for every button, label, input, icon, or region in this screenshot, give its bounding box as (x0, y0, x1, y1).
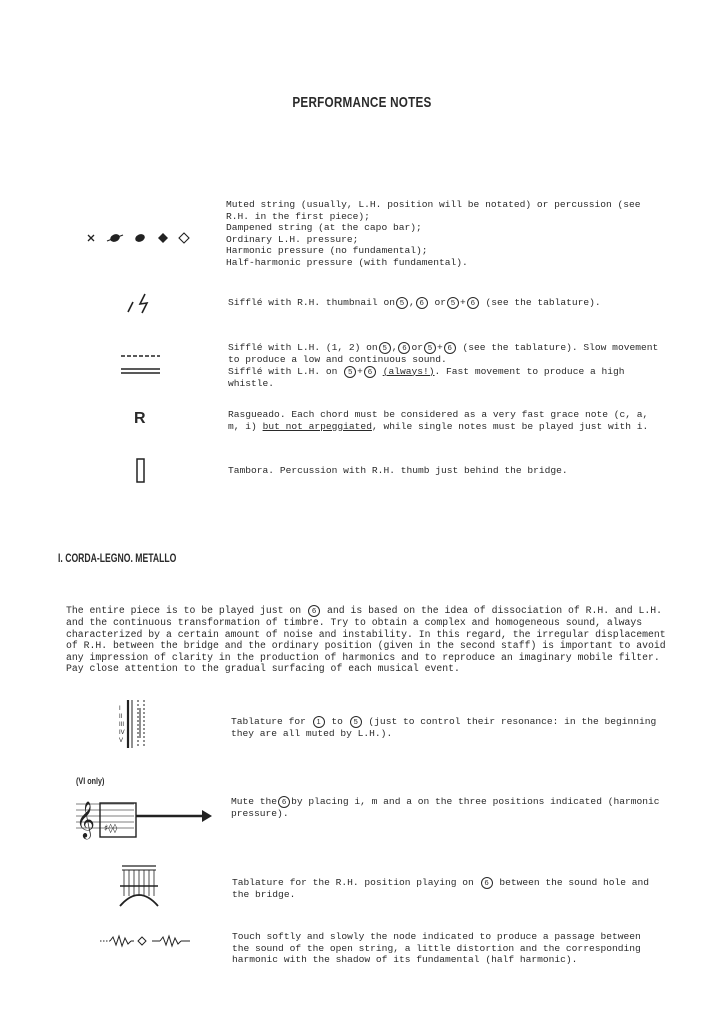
section-paragraph: The entire piece is to be played just on 6 and is based on the idea of dissociation of R.H. and L.H. and the continuous transformation of timbre. Try to obtain a complex and homogeneous sound, always characterized by a certain amount of noise and instability. In this regard, the irregular displacement of R.H. between the bridge and the ordinary position (given in the second staff) is important to avoid any impression of clarity in the production of harmonics and to reproduce an imaginary mobile filter. Pay close attention to the gradual surfacing of each musical event. (66, 605, 666, 675)
string-5-icon: 5 (447, 297, 459, 309)
item-node-touch: Touch softly and slowly the node indicated to produce a passage between the sound of the open string, a little distortion and the corresponding harmonic with the shadow of its fundamental (half harmonic). (232, 931, 641, 966)
siffle-slash-symbol (125, 292, 155, 316)
string-6-icon: 6 (481, 877, 493, 889)
string-6-icon: 6 (364, 366, 376, 378)
note-tambora: Tambora. Percussion with R.H. thumb just behind the bridge. (228, 465, 568, 476)
string-6-icon: 6 (278, 796, 290, 808)
note-rasgueado: Rasgueado. Each chord must be considered as a very fast grace note (c, a, m, i) but not arpeggiated, while single notes must be played just with i. (228, 409, 649, 432)
string-5-icon: 5 (396, 297, 408, 309)
filled-notehead-icon (134, 233, 146, 244)
tab-label: III (119, 722, 125, 728)
page-title: PERFORMANCE NOTES (292, 94, 432, 111)
tab-label: I (119, 706, 121, 712)
string-5-icon: 5 (379, 342, 391, 354)
note-muted-string: Muted string (usually, L.H. position will be notated) or percussion (see R.H. in the first piece); Dampened string (at the capo bar); Ordinary L.H. pressure; Harmonic pressure (no fundamental); Half-harmonic pressure (with fundamental). (226, 199, 641, 268)
siffle-lines-symbol (120, 352, 162, 376)
tab-label: IV (119, 730, 125, 736)
tambora-rectangle-symbol (136, 458, 146, 484)
noteheads-symbols (84, 230, 194, 248)
string-1-icon: 1 (313, 716, 325, 728)
string-6-icon: 6 (467, 297, 479, 309)
item-tablature-strings: Tablature for 1 to 5 (just to control their resonance: in the beginning they are all muted by L.H.). (231, 716, 657, 739)
section-title: I. CORDA-LEGNO. METALLO (58, 551, 177, 565)
diamond-node-icon (138, 937, 146, 945)
item-mute-string: Mute the 6 by placing i, m and a on the three positions indicated (harmonic pressure). (231, 796, 660, 819)
string-6-icon: 6 (398, 342, 410, 354)
vi-only-label: (VI only) (76, 776, 105, 786)
string-5-icon: 5 (344, 366, 356, 378)
open-diamond-notehead-icon (179, 233, 189, 243)
string-6-icon: 6 (444, 342, 456, 354)
item-rh-position: Tablature for the R.H. position playing on 6 between the sound hole and the bridge. (232, 877, 650, 900)
tablature-strings-symbol (118, 698, 154, 754)
arrow-head-icon (202, 810, 212, 822)
string-5-icon: 5 (350, 716, 362, 728)
cross-notehead-icon (88, 235, 94, 241)
rasgueado-symbol: R (134, 410, 146, 427)
slashed-notehead-icon (107, 233, 123, 244)
string-6-icon: 6 (416, 297, 428, 309)
tab-label: II (119, 714, 123, 720)
rh-position-tablature-symbol (114, 862, 164, 910)
svg-text:♯◊◊: ♯◊◊ (104, 824, 118, 834)
treble-clef-icon: 𝄞 (76, 800, 95, 838)
string-5-icon: 5 (424, 342, 436, 354)
node-gliss-symbol (98, 932, 194, 950)
filled-diamond-notehead-icon (158, 233, 168, 243)
tab-label: V (119, 738, 124, 744)
string-6-icon: 6 (308, 605, 320, 617)
note-siffle-left-hand: Sifflé with L.H. (1, 2) on 5 , 6 or 5 + 6 (see the tablature). Slow movement to produce a low and continuous sound. Sifflé with L.H. on 5 + 6 (always!). Fast movement to produce a high whistle. (228, 342, 659, 389)
mute-staff-symbol (72, 786, 214, 842)
note-siffle-thumbnail: Sifflé with R.H. thumbnail on 5 , 6 or 5 + 6 (see the tablature). (228, 297, 601, 308)
